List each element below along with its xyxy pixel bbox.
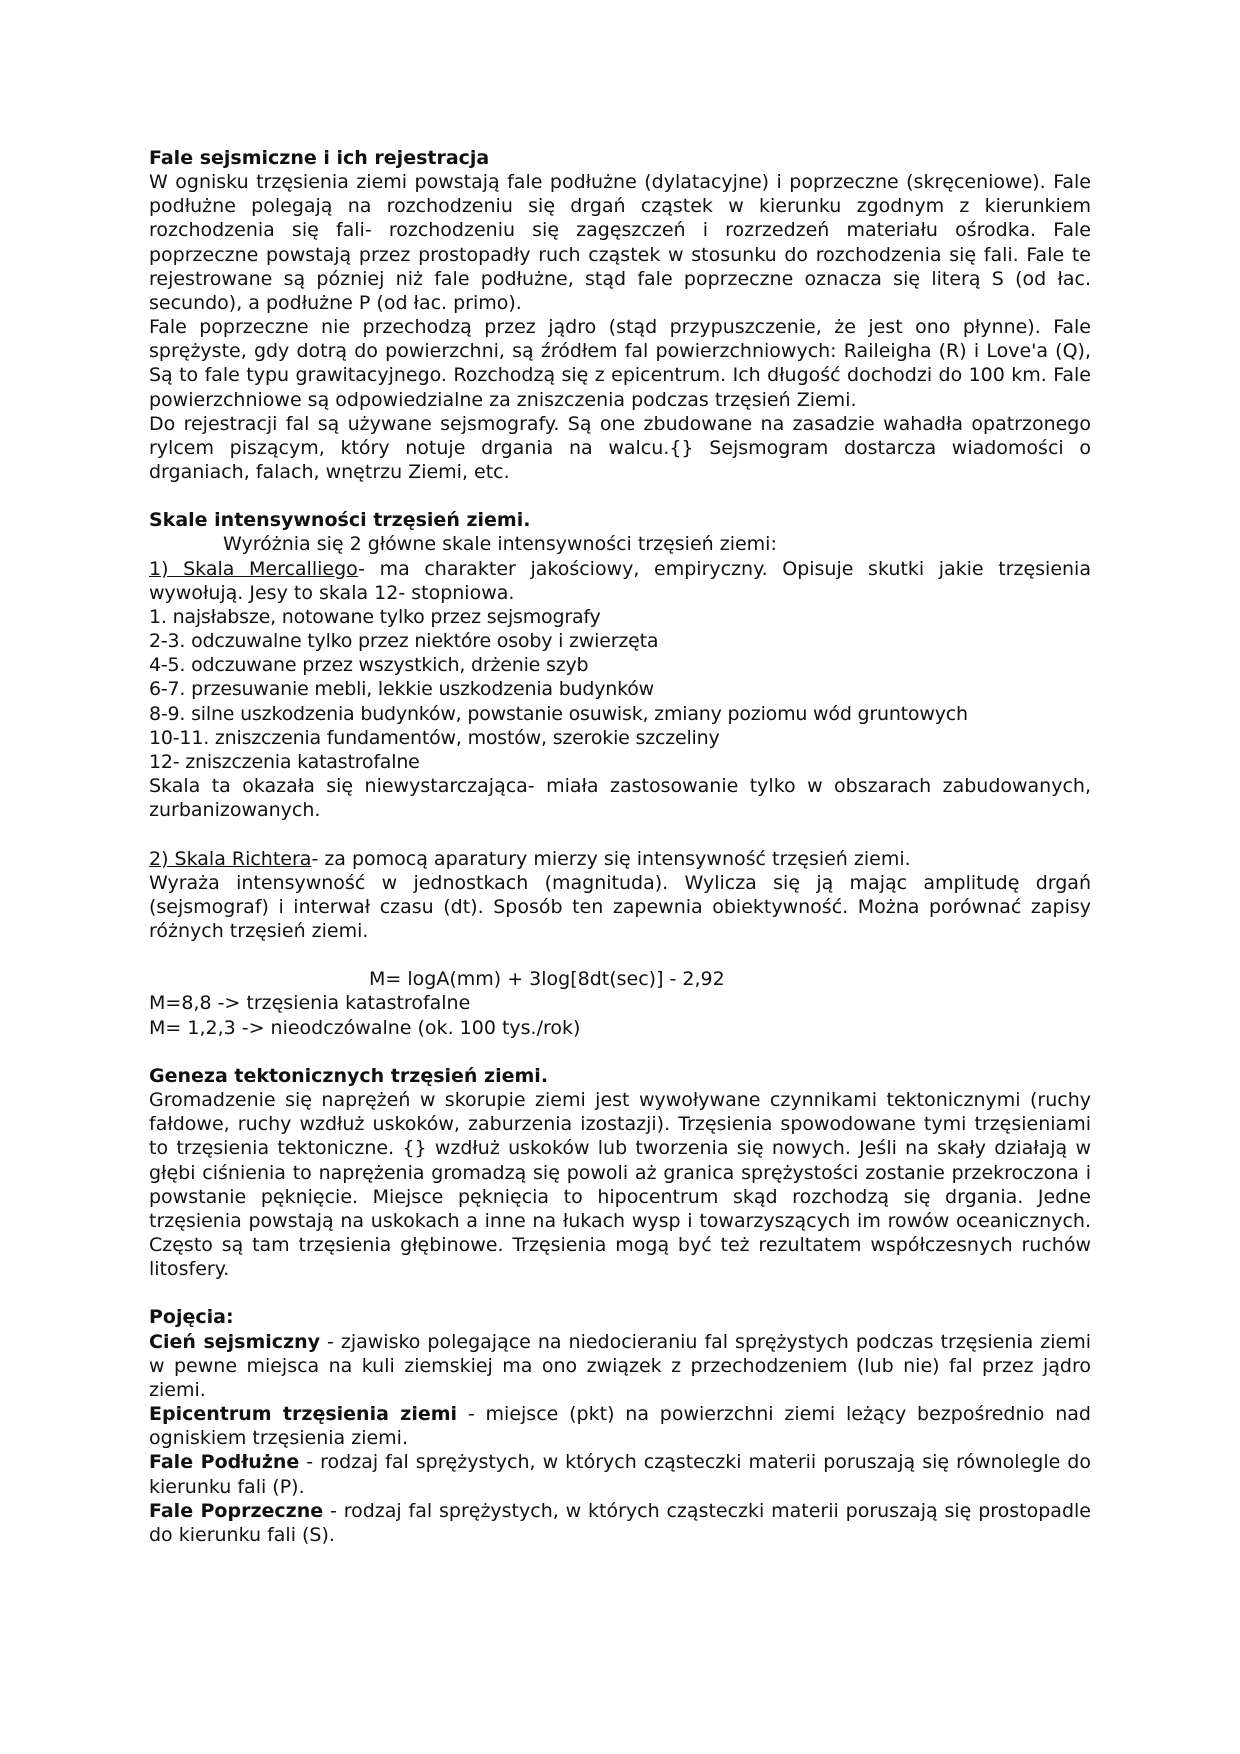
list-item: 6-7. przesuwanie mebli, lekkie uszkodzenia budynków — [149, 678, 655, 701]
paragraph: Gromadzenie się naprężeń w skorupie ziemi jest wywoływane czynnikami tektonicznymi (ruchy fałdowe, ruchy wzdłuż uskoków, zaburzenia izostazji). Trzęsienia spowodowane tymi trzęsieniami to trzęsienia tektoniczne. {} wzdłuż uskoków lub tworzenia się nowych. Jeśli na skały działają w głębi ciśnienia to naprężenia gromadzą się powoli aż granica sprężystości zostanie przekroczona i powstanie pęknięcie. Miejsce pęknięcia to hipocentrum skąd rozchodzą się drgania. Jedne trzęsienia powstają na uskokach a inne na łukach wysp i towarzyszących im rowów oceanicznych. Często są tam trzęsienia głębinowe. Trzęsienia mogą być też rezultatem współczesnych ruchów litosfery. — [149, 1089, 1091, 1281]
blank-line — [149, 943, 1091, 967]
blank-line — [149, 822, 1091, 846]
list-item: 2-3. odczuwalne tylko przez niektóre osoby i zwierzęta — [149, 630, 659, 653]
mercalli-label: 1) Skala Mercalliego — [149, 557, 359, 580]
term: Fale Poprzeczne — [149, 1499, 324, 1522]
list-item: 10-11. zniszczenia fundamentów, mostów, szerokie szczeliny — [149, 726, 720, 749]
magnitude-line: M=8,8 -> trzęsienia katastrofalne — [149, 992, 471, 1015]
paragraph: Do rejestracji fal są używane sejsmografy. Są one zbudowane na zasadzie wahadła opatrzonego rylcem piszącym, który notuje drgania na walcu.{} Sejsmogram dostarcza wiadomości o drganiach, falach, wnętrzu Ziemi, etc. — [149, 412, 1091, 484]
term: Fale Podłużne — [149, 1451, 300, 1474]
paragraph — [149, 557, 1091, 605]
list-item: 1. najsłabsze, notowane tylko przez sejsmografy — [149, 605, 601, 628]
paragraph: Wyraża intensywność w jednostkach (magnituda). Wylicza się ją mając amplitudę drgań (sejsmograf) i interwał czasu (dt). Sposób ten zapewnia obiektywność. Można porównać zapisy różnych trzęsień ziemi. — [149, 871, 1091, 942]
blank-line — [149, 1281, 1091, 1305]
blank-line — [149, 1040, 1091, 1064]
blank-line — [149, 484, 1091, 508]
paragraph — [149, 847, 1091, 871]
section-heading: Pojęcia: — [149, 1306, 234, 1329]
list-item: 4-5. odczuwane przez wszystkich, drżenie szyb — [149, 654, 589, 677]
magnitude-line: M= 1,2,3 -> nieodczówalne (ok. 100 tys./rok) — [149, 1016, 581, 1039]
mercalli-text: - ma charakter jakościowy, empiryczny. Opisuje skutki jakie trzęsienia wywołują. Jesy to skala 12- stopniowa. — [149, 557, 1091, 604]
paragraph: W ognisku trzęsienia ziemi powstają fale podłużne (dylatacyjne) i poprzeczne (skręceniowe). Fale podłużne polegają na rozchodzeniu się drgań cząstek w kierunku zgodnym z kierunkiem rozchodzenia się fali- rozchodzeniu się zagęszczeń i rozrzedzeń materiału ośrodka. Fale poprzeczne powstają przez prostopadły ruch cząstek w stosunku do rozchodzenia się fali. Fale te rejestrowane są pózniej niż fale podłużne, stąd fale poprzeczne oznacza się literą S (od łac. secundo), a podłużne P (od łac. primo). — [149, 171, 1091, 314]
term-definition: - rodzaj fal sprężystych, w których cząsteczki materii poruszają się równolegle do kierunku fali (P). — [149, 1451, 1091, 1498]
section-heading: Skale intensywności trzęsień ziemi. — [149, 509, 531, 532]
paragraph: Fale poprzeczne nie przechodzą przez jądro (stąd przypuszczenie, że jest ono płynne). Fale sprężyste, gdy dotrą do powierzchni, są źródłem fal powierzchniowych: Raileigha (R) i Love'a (Q), Są to fale typu grawitacyjnego. Rozchodzą się z epicentrum. Ich długość dochodzi do 100 km. Fale powierzchniowe są odpowiedzialne za zniszczenia podczas trzęsień Ziemi. — [149, 316, 1091, 411]
richter-label: 2) Skala Richtera — [149, 847, 312, 870]
term-definition: - miejsce (pkt) na powierzchni ziemi leżący bezpośrednio nad ogniskiem trzęsienia ziemi. — [149, 1403, 1091, 1450]
intro-line: Wyróżnia się 2 główne skale intensywności trzęsień ziemi: — [223, 533, 777, 556]
mercalli-levels — [149, 605, 1091, 774]
definition — [149, 1499, 1091, 1547]
section-heading: Fale sejsmiczne i ich rejestracja — [149, 147, 490, 169]
document-page — [149, 146, 1091, 1547]
definition — [149, 1330, 1091, 1402]
term-definition: - rodzaj fal sprężystych, w których cząsteczki materii poruszają się prostopadle do kierunku fali (S). — [149, 1499, 1091, 1546]
list-item: 12- zniszczenia katastrofalne — [149, 750, 420, 773]
paragraph: Skala ta okazała się niewystarczająca- miała zastosowanie tylko w obszarach zabudowanych, zurbanizowanych. — [149, 775, 1091, 822]
formula: M= logA(mm) + 3log[8dt(sec)] - 2,92 — [369, 968, 725, 991]
definition — [149, 1402, 1091, 1450]
term: Epicentrum trzęsienia ziemi — [149, 1403, 458, 1426]
term-definition: - zjawisko polegające na niedocieraniu fal sprężystych podczas trzęsienia ziemi w pewne miejsca na kuli ziemskiej ma ono związek z przechodzeniem (lub nie) fal przez jądro ziemi. — [149, 1330, 1092, 1401]
definition — [149, 1450, 1091, 1498]
richter-text: - za pomocą aparatury mierzy się intensywność trzęsień ziemi. — [311, 847, 911, 870]
section-heading: Geneza tektonicznych trzęsień ziemi. — [149, 1064, 549, 1087]
term: Cień sejsmiczny — [149, 1330, 321, 1353]
list-item: 8-9. silne uszkodzenia budynków, powstanie osuwisk, zmiany poziomu wód gruntowych — [149, 702, 968, 725]
